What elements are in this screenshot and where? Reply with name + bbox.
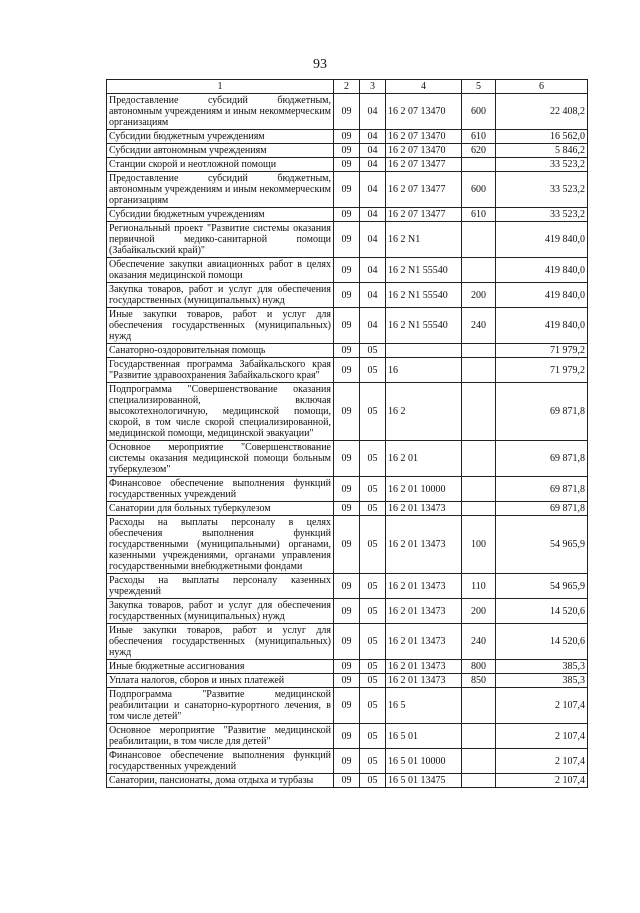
- table-row: [107, 574, 588, 599]
- cell-subsection: 05: [360, 724, 386, 749]
- cell-target-article: 16 2 07 13477: [386, 172, 462, 208]
- cell-target-article: 16 2 01 10000: [386, 477, 462, 502]
- cell-section: 09: [334, 688, 360, 724]
- cell-amount: 2 107,4: [496, 724, 588, 749]
- table-row: [107, 516, 588, 574]
- cell-expense-type: 240: [462, 624, 496, 660]
- cell-amount: 54 965,9: [496, 516, 588, 574]
- cell-subsection: 05: [360, 774, 386, 788]
- cell-target-article: 16 5 01 10000: [386, 749, 462, 774]
- cell-expense-type: [462, 774, 496, 788]
- cell-name: Обеспечение закупки авиационных работ в целях оказания медицинской помощи: [107, 258, 334, 283]
- cell-target-article: 16 2 N1 55540: [386, 258, 462, 283]
- cell-subsection: 04: [360, 172, 386, 208]
- cell-expense-type: [462, 688, 496, 724]
- cell-section: 09: [334, 172, 360, 208]
- cell-amount: 14 520,6: [496, 624, 588, 660]
- cell-amount: 54 965,9: [496, 574, 588, 599]
- cell-subsection: 05: [360, 358, 386, 383]
- cell-name: Субсидии бюджетным учреждениям: [107, 130, 334, 144]
- cell-name: Финансовое обеспечение выполнения функций государственных учреждений: [107, 749, 334, 774]
- table-row: [107, 344, 588, 358]
- cell-section: 09: [334, 283, 360, 308]
- header-col-1: 1: [107, 80, 334, 94]
- cell-subsection: 04: [360, 208, 386, 222]
- cell-section: 09: [334, 516, 360, 574]
- cell-amount: 419 840,0: [496, 258, 588, 283]
- table-row: [107, 774, 588, 788]
- cell-target-article: 16 2 01 13473: [386, 599, 462, 624]
- cell-amount: 5 846,2: [496, 144, 588, 158]
- cell-expense-type: 200: [462, 599, 496, 624]
- cell-target-article: 16 2 N1 55540: [386, 308, 462, 344]
- cell-target-article: 16 2 07 13470: [386, 144, 462, 158]
- cell-expense-type: [462, 158, 496, 172]
- cell-name: Расходы на выплаты персоналу казенных учреждений: [107, 574, 334, 599]
- cell-target-article: 16 2 07 13470: [386, 130, 462, 144]
- cell-name: Региональный проект "Развитие системы оказания первичной медико-санитарной помощи (Забайкальский край)": [107, 222, 334, 258]
- table-row: [107, 688, 588, 724]
- cell-name: Предоставление субсидий бюджетным, автономным учреждениям и иным некоммерческим организациям: [107, 172, 334, 208]
- cell-subsection: 05: [360, 344, 386, 358]
- cell-target-article: 16 5 01 13475: [386, 774, 462, 788]
- cell-name: Иные бюджетные ассигнования: [107, 660, 334, 674]
- cell-amount: 69 871,8: [496, 502, 588, 516]
- cell-name: Предоставление субсидий бюджетным, автономным учреждениям и иным некоммерческим организациям: [107, 94, 334, 130]
- cell-name: Уплата налогов, сборов и иных платежей: [107, 674, 334, 688]
- cell-section: 09: [334, 308, 360, 344]
- cell-expense-type: [462, 477, 496, 502]
- cell-target-article: 16: [386, 358, 462, 383]
- cell-subsection: 05: [360, 516, 386, 574]
- cell-subsection: 04: [360, 308, 386, 344]
- table-row: [107, 130, 588, 144]
- table-row: [107, 283, 588, 308]
- cell-expense-type: 800: [462, 660, 496, 674]
- cell-expense-type: 240: [462, 308, 496, 344]
- cell-target-article: 16 2 01 13473: [386, 660, 462, 674]
- cell-name: Закупка товаров, работ и услуг для обеспечения государственных (муниципальных) нужд: [107, 283, 334, 308]
- cell-section: 09: [334, 624, 360, 660]
- cell-subsection: 04: [360, 222, 386, 258]
- cell-amount: 33 523,2: [496, 158, 588, 172]
- cell-name: Санаторно-оздоровительная помощь: [107, 344, 334, 358]
- cell-subsection: 04: [360, 144, 386, 158]
- cell-section: 09: [334, 383, 360, 441]
- cell-subsection: 04: [360, 158, 386, 172]
- cell-name: Иные закупки товаров, работ и услуг для обеспечения государственных (муниципальных) нужд: [107, 624, 334, 660]
- header-col-6: 6: [496, 80, 588, 94]
- cell-expense-type: [462, 441, 496, 477]
- table-row: [107, 660, 588, 674]
- cell-expense-type: [462, 383, 496, 441]
- cell-amount: 385,3: [496, 660, 588, 674]
- cell-amount: 22 408,2: [496, 94, 588, 130]
- cell-target-article: 16 2 N1: [386, 222, 462, 258]
- header-row: [107, 80, 588, 94]
- table-row: [107, 94, 588, 130]
- cell-expense-type: 850: [462, 674, 496, 688]
- cell-amount: 16 562,0: [496, 130, 588, 144]
- cell-subsection: 04: [360, 94, 386, 130]
- table-row: [107, 599, 588, 624]
- cell-expense-type: 110: [462, 574, 496, 599]
- cell-subsection: 05: [360, 441, 386, 477]
- cell-amount: 14 520,6: [496, 599, 588, 624]
- cell-target-article: 16 5 01: [386, 724, 462, 749]
- cell-amount: 69 871,8: [496, 477, 588, 502]
- table-row: [107, 208, 588, 222]
- table-body: [107, 94, 588, 788]
- cell-expense-type: 610: [462, 130, 496, 144]
- cell-amount: 33 523,2: [496, 172, 588, 208]
- cell-amount: 385,3: [496, 674, 588, 688]
- cell-expense-type: [462, 358, 496, 383]
- cell-name: Субсидии автономным учреждениям: [107, 144, 334, 158]
- cell-target-article: 16 2 01 13473: [386, 516, 462, 574]
- table-row: [107, 258, 588, 283]
- cell-expense-type: 600: [462, 172, 496, 208]
- cell-section: 09: [334, 574, 360, 599]
- cell-section: 09: [334, 94, 360, 130]
- cell-expense-type: 200: [462, 283, 496, 308]
- cell-amount: 2 107,4: [496, 688, 588, 724]
- cell-subsection: 05: [360, 749, 386, 774]
- cell-target-article: 16 2 01 13473: [386, 574, 462, 599]
- cell-amount: 71 979,2: [496, 344, 588, 358]
- cell-section: 09: [334, 441, 360, 477]
- cell-subsection: 05: [360, 383, 386, 441]
- cell-target-article: 16 2 07 13477: [386, 208, 462, 222]
- cell-section: 09: [334, 208, 360, 222]
- cell-section: 09: [334, 130, 360, 144]
- header-col-2: 2: [334, 80, 360, 94]
- cell-subsection: 05: [360, 688, 386, 724]
- cell-subsection: 05: [360, 599, 386, 624]
- cell-section: 09: [334, 258, 360, 283]
- cell-amount: 69 871,8: [496, 441, 588, 477]
- cell-section: 09: [334, 222, 360, 258]
- cell-expense-type: 600: [462, 94, 496, 130]
- cell-name: Основное мероприятие "Совершенствование системы оказания медицинской помощи больным туберкулезом": [107, 441, 334, 477]
- cell-amount: 419 840,0: [496, 308, 588, 344]
- table-row: [107, 308, 588, 344]
- cell-name: Подпрограмма "Совершенствование оказания специализированной, включая высокотехнологичную, медицинской помощи, скорой, в том числе скорой специализированной, медицинской помощи, медицинской эвакуации": [107, 383, 334, 441]
- cell-section: 09: [334, 749, 360, 774]
- cell-expense-type: 100: [462, 516, 496, 574]
- cell-amount: 71 979,2: [496, 358, 588, 383]
- table-row: [107, 674, 588, 688]
- cell-section: 09: [334, 660, 360, 674]
- cell-section: 09: [334, 477, 360, 502]
- cell-subsection: 05: [360, 660, 386, 674]
- cell-expense-type: [462, 502, 496, 516]
- cell-section: 09: [334, 502, 360, 516]
- cell-subsection: 04: [360, 258, 386, 283]
- cell-subsection: 04: [360, 130, 386, 144]
- cell-expense-type: [462, 724, 496, 749]
- table-row: [107, 172, 588, 208]
- cell-target-article: 16 2 N1 55540: [386, 283, 462, 308]
- table-row: [107, 144, 588, 158]
- cell-amount: 2 107,4: [496, 749, 588, 774]
- cell-name: Закупка товаров, работ и услуг для обеспечения государственных (муниципальных) нужд: [107, 599, 334, 624]
- cell-subsection: 04: [360, 283, 386, 308]
- cell-section: 09: [334, 358, 360, 383]
- cell-amount: 33 523,2: [496, 208, 588, 222]
- cell-name: Расходы на выплаты персоналу в целях обеспечения выполнения функций государственными (муниципальными) органами, казенными учреждениями, органами управления государственными внебюджетными фондами: [107, 516, 334, 574]
- cell-subsection: 05: [360, 674, 386, 688]
- cell-section: 09: [334, 158, 360, 172]
- table-row: [107, 383, 588, 441]
- header-col-5: 5: [462, 80, 496, 94]
- cell-expense-type: 620: [462, 144, 496, 158]
- cell-amount: 2 107,4: [496, 774, 588, 788]
- cell-amount: 69 871,8: [496, 383, 588, 441]
- cell-name: Основное мероприятие "Развитие медицинской реабилитации, в том числе для детей": [107, 724, 334, 749]
- cell-expense-type: [462, 344, 496, 358]
- page-number: 93: [313, 57, 327, 72]
- cell-name: Иные закупки товаров, работ и услуг для обеспечения государственных (муниципальных) нужд: [107, 308, 334, 344]
- table-row: [107, 222, 588, 258]
- table-row: [107, 477, 588, 502]
- cell-target-article: 16 2 01 13473: [386, 624, 462, 660]
- cell-target-article: 16 5: [386, 688, 462, 724]
- cell-target-article: 16 2 01: [386, 441, 462, 477]
- cell-subsection: 05: [360, 574, 386, 599]
- table-row: [107, 749, 588, 774]
- cell-subsection: 05: [360, 502, 386, 516]
- header-col-3: 3: [360, 80, 386, 94]
- cell-name: Субсидии бюджетным учреждениям: [107, 208, 334, 222]
- table-row: [107, 624, 588, 660]
- cell-target-article: 16 2 07 13470: [386, 94, 462, 130]
- cell-target-article: [386, 344, 462, 358]
- cell-section: 09: [334, 599, 360, 624]
- cell-target-article: 16 2 01 13473: [386, 674, 462, 688]
- cell-name: Санатории, пансионаты, дома отдыха и турбазы: [107, 774, 334, 788]
- cell-expense-type: [462, 222, 496, 258]
- cell-expense-type: 610: [462, 208, 496, 222]
- cell-section: 09: [334, 144, 360, 158]
- table-row: [107, 441, 588, 477]
- cell-section: 09: [334, 344, 360, 358]
- cell-target-article: 16 2 07 13477: [386, 158, 462, 172]
- cell-name: Государственная программа Забайкальского края "Развитие здравоохранения Забайкальского края": [107, 358, 334, 383]
- table-row: [107, 158, 588, 172]
- cell-subsection: 05: [360, 477, 386, 502]
- cell-section: 09: [334, 774, 360, 788]
- cell-name: Финансовое обеспечение выполнения функций государственных учреждений: [107, 477, 334, 502]
- cell-expense-type: [462, 258, 496, 283]
- cell-subsection: 05: [360, 624, 386, 660]
- table-row: [107, 502, 588, 516]
- cell-target-article: 16 2: [386, 383, 462, 441]
- table-row: [107, 358, 588, 383]
- table-row: [107, 724, 588, 749]
- cell-name: Санатории для больных туберкулезом: [107, 502, 334, 516]
- cell-amount: 419 840,0: [496, 222, 588, 258]
- cell-name: Подпрограмма "Развитие медицинской реабилитации и санаторно-курортного лечения, в том числе детей": [107, 688, 334, 724]
- cell-section: 09: [334, 724, 360, 749]
- budget-table: [106, 79, 588, 788]
- header-col-4: 4: [386, 80, 462, 94]
- cell-section: 09: [334, 674, 360, 688]
- cell-target-article: 16 2 01 13473: [386, 502, 462, 516]
- cell-expense-type: [462, 749, 496, 774]
- cell-amount: 419 840,0: [496, 283, 588, 308]
- cell-name: Станции скорой и неотложной помощи: [107, 158, 334, 172]
